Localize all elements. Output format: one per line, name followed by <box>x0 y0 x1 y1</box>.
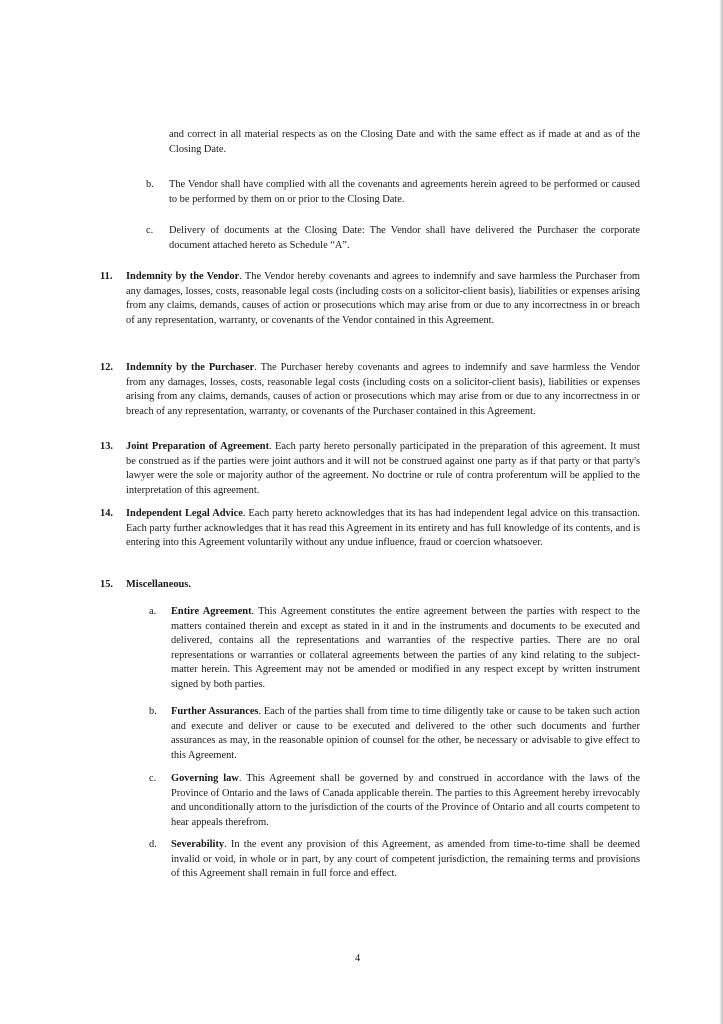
item-text: The Vendor shall have complied with all the covenants and agreements herein agreed to be performed or caused to be performed by them on or prior to the Closing Date. <box>169 179 640 205</box>
item-label: b. <box>146 179 154 190</box>
section-number: 15. <box>100 579 113 590</box>
section-independent-legal-advice <box>126 507 640 551</box>
section-body: . Each party hereto personally participated in the preparation of this agreement. It must be construed as if the parties were joint authors and it will not be construed against one party as if that party or that party's lawyer were the sole or majority author of the agreement. No doctrine or rule of contra proferentum will be applied to the interpretation of this agreement. <box>126 441 640 496</box>
item-text: Delivery of documents at the Closing Date: The Vendor shall have delivered the Purchaser the corporate document attached hereto as Schedule “A”. <box>169 225 640 251</box>
item-entire-agreement <box>171 605 640 692</box>
item-label: a. <box>149 606 157 617</box>
item-heading: Governing law <box>171 773 239 784</box>
item-label: b. <box>149 706 157 717</box>
section-indemnity-purchaser <box>126 361 640 419</box>
section-miscellaneous <box>126 578 640 593</box>
item-heading: Entire Agreement <box>171 606 252 617</box>
section-indemnity-vendor <box>126 270 640 328</box>
item-body: . Each of the parties shall from time to time diligently take or cause to be taken such action and execute and deliver or cause to be executed and delivered to the other such documents and further assurances as may, in the reasonable opinion of counsel for the other, be necessary or advisable to give effect to this Agreement. <box>171 706 640 761</box>
section-body: . The Purchaser hereby covenants and agrees to indemnify and save harmless the Vendor from any damages, losses, costs, reasonable legal costs (including costs on a solicitor-client basis), liabilities or expenses arising from any claims, demands, causes of action or prosecutions which may arise from or due to any incorrectness in or breach of any representation, warranty, or covenants of the Purchaser contained in this Agreement. <box>126 362 640 417</box>
section-body: . The Vendor hereby covenants and agrees to indemnify and save harmless the Purchaser from any damages, losses, costs, reasonable legal costs (including costs on a solicitor-client basis), liabilities or expenses arising from any claims, demands, causes of action or prosecutions which may arise from or due to any incorrectness in or breach of any representation, warranty, or covenants of the Vendor contained in this Agreement. <box>126 271 640 326</box>
item-heading: Severability <box>171 839 225 850</box>
section-heading: Joint Preparation of Agreement <box>126 441 270 452</box>
section-heading: Indemnity by the Purchaser <box>126 362 255 373</box>
item-label: c. <box>146 225 154 236</box>
section-number: 14. <box>100 508 113 519</box>
item-label: d. <box>149 839 157 850</box>
item-severability <box>171 838 640 882</box>
item-governing-law <box>171 772 640 830</box>
page-edge-shadow <box>719 0 723 1024</box>
item-body: . This Agreement constitutes the entire agreement between the parties with respect to the matters contained therein and except as stated in it and in the instruments and documents to be executed and delivered, contains all the representations and warranties of the respective parties. There are no oral representations or warranties or collateral agreements between the parties of any kind relating to the subject-matter herein. This Agreement may not be amended or modified in any respect except by written instrument signed by both parties. <box>171 606 640 690</box>
section-heading: Independent Legal Advice <box>126 508 243 519</box>
item-label: c. <box>149 773 157 784</box>
page-number: 4 <box>355 953 361 964</box>
section-joint-preparation <box>126 440 640 498</box>
section-number: 12. <box>100 362 113 373</box>
closing-date-continuation: and correct in all material respects as on the Closing Date and with the same effect as if made at and as of the Closing Date. <box>169 129 640 155</box>
section-body: . Each party hereto acknowledges that its has had independent legal advice on this transaction. Each party further acknowledges that it has read this Agreement in its entirety and has full knowledge of its contents, and is entering into this Agreement voluntarily without any undue influence, fraud or coercion whatsoever. <box>126 508 640 548</box>
item-body: . In the event any provision of this Agreement, as amended from time-to-time shall be deemed invalid or void, in whole or in part, by any court of competent jurisdiction, the remaining terms and provisions of this Agreement shall remain in full force and effect. <box>171 839 640 879</box>
item-further-assurances <box>171 705 640 763</box>
item-body: . This Agreement shall be governed by and construed in accordance with the laws of the Province of Ontario and the laws of Canada applicable therein. The parties to this Agreement hereby irrevocably and unconditionally attorn to the jurisdiction of the courts of the Province of Ontario and all courts competent to hear appeals therefrom. <box>171 773 640 828</box>
section-number: 13. <box>100 441 113 452</box>
section-heading: Miscellaneous. <box>126 579 191 590</box>
item-heading: Further Assurances <box>171 706 259 717</box>
section-number: 11. <box>100 271 113 282</box>
section-heading: Indemnity by the Vendor <box>126 271 240 282</box>
